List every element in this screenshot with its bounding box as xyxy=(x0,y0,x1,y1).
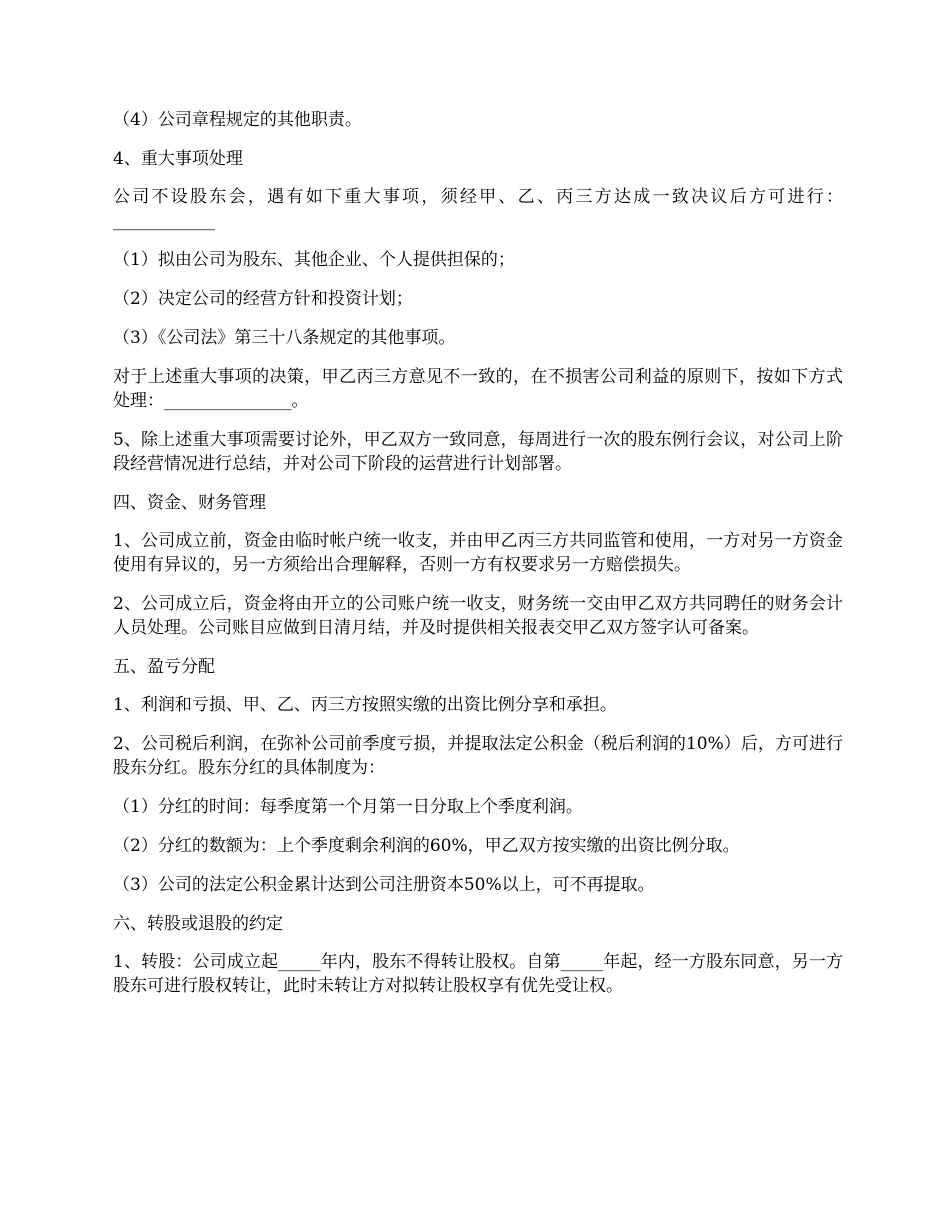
dividend-item-2: （2）分红的数额为：上个季度剩余利润的60%，甲乙双方按实缴的出资比例分取。 xyxy=(113,836,740,856)
profit-clause-2: 2、公司税后利润，在弥补公司前季度亏损，并提取法定公积金（税后利润的10%）后，方可进行股东分红。股东分红的具体制度为： xyxy=(113,734,843,778)
section-heading-share-transfer: 六、转股或退股的约定 xyxy=(113,914,283,934)
major-matter-item-2: （2）决定公司的经营方针和投资计划； xyxy=(113,289,413,309)
major-matter-item-3: （3）《公司法》第三十八条规定的其他事项。 xyxy=(113,328,456,348)
finance-clause-1: 1、公司成立前，资金由临时帐户统一收支，并由甲乙丙三方共同监管和使用，一方对另一方资金使用有异议的，另一方须给出合理解释，否则一方有权要求另一方赔偿损失。 xyxy=(113,531,843,575)
major-matter-item-1: （1）拟由公司为股东、其他企业、个人提供担保的； xyxy=(113,250,515,270)
clause-5-weekly-meeting: 5、除上述重大事项需要讨论外，甲乙双方一致同意，每周进行一次的股东例行会议，对公司上阶段经营情况进行总结，并对公司下阶段的运营进行计划部署。 xyxy=(113,430,843,474)
section-heading-major-matters: 4、重大事项处理 xyxy=(113,149,243,169)
dividend-item-3: （3）公司的法定公积金累计达到公司注册资本50%以上，可不再提取。 xyxy=(113,875,655,895)
dividend-item-1: （1）分红的时间：每季度第一个月第一日分取上个季度利润。 xyxy=(113,797,583,817)
share-transfer-clause-1: 1、转股：公司成立起_____年内，股东不得转让股权。自第_____年起，经一方股东同意，另一方股东可进行股权转让，此时未转让方对拟转让股权享有优先受让权。 xyxy=(113,952,843,996)
major-matters-intro: 公司不设股东会，遇有如下重大事项，须经甲、乙、丙三方达成一致决议后方可进行：____________ xyxy=(113,187,843,231)
section-heading-finance: 四、资金、财务管理 xyxy=(113,493,266,513)
document-page xyxy=(113,108,843,1013)
disagreement-handling: 对于上述重大事项的决策，甲乙丙三方意见不一致的，在不损害公司利益的原则下，按如下方式处理：_______________。 xyxy=(113,367,843,411)
profit-clause-1: 1、利润和亏损、甲、乙、丙三方按照实缴的出资比例分享和承担。 xyxy=(113,695,617,715)
clause-4-4-other-duties: （4）公司章程规定的其他职责。 xyxy=(113,110,362,130)
finance-clause-2: 2、公司成立后，资金将由开立的公司账户统一收支，财务统一交由甲乙双方共同聘任的财务会计人员处理。公司账目应做到日清月结，并及时提供相关报表交甲乙双方签字认可备案。 xyxy=(113,594,843,638)
section-heading-profit-loss: 五、盈亏分配 xyxy=(113,657,215,677)
